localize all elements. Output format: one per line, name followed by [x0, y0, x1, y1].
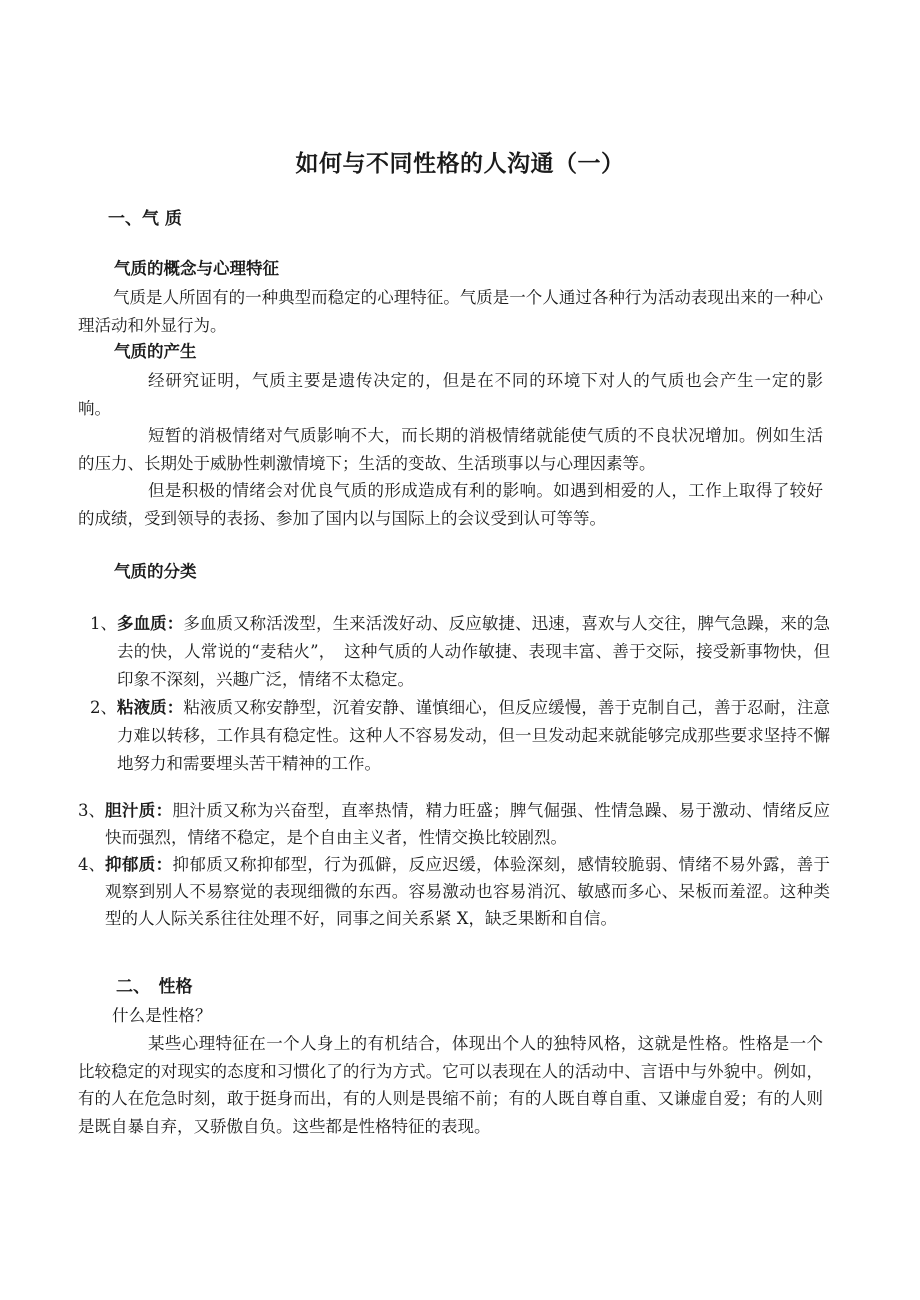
list-item-colon: ：	[166, 614, 184, 633]
paragraph-concept-1	[78, 284, 823, 339]
list-item-text: 粘液质又称安静型，沉着安静、谨慎细心，但反应缓慢，善于克制自己，善于忍耐，注意力难以转移，工作具有稳定性。这种人不容易发动，但一旦发动起来就能够完成那些要求坚持不懈地努力和需要埋头苦干精神的工作。	[117, 698, 831, 773]
list-item-number: 4、	[78, 855, 105, 874]
paragraph-origin-1	[78, 367, 823, 422]
list-item-number: 2、	[90, 698, 117, 717]
list-item-term: 多血质	[117, 614, 167, 633]
subheading-origin: 气质的产生	[114, 342, 197, 361]
list-item-text: 抑郁质又称抑郁型，行为孤僻，反应迟缓，体验深刻，感情较脆弱、情绪不易外露，善于观察到别人不易察觉的表现细微的东西。容易激动也容易消沉、敏感而多心、呆板而羞涩。这种类型的人人际关系往往处理不好，同事之间关系紧 X，缺乏果断和自信。	[105, 855, 831, 928]
paragraph-text: 但是积极的情绪会对优良气质的形成造成有利的影响。如遇到相爱的人，工作上取得了较好的成绩，受到领导的表扬、参加了国内以与国际上的会议受到认可等等。	[78, 481, 823, 528]
list-item-number: 1、	[90, 614, 117, 633]
list-item-body	[105, 851, 830, 932]
subheading-concept: 气质的概念与心理特征	[114, 259, 279, 278]
section-heading-xingge: 二、 性格	[116, 977, 193, 997]
list-item-number: 3、	[78, 801, 105, 820]
question-what-is-personality: 什么是性格？	[112, 1006, 212, 1025]
list-item-body	[105, 797, 830, 851]
paragraph-personality-1	[78, 1030, 823, 1140]
list-item-colon: ：	[155, 855, 173, 874]
list-item	[78, 797, 830, 851]
paragraph-text: 短暂的消极情绪对气质影响不大，而长期的消极情绪就能使气质的不良状况增加。例如生活的压力、长期处于威胁性刺激情境下；生活的变故、生活琐事以与心理因素等。	[78, 426, 823, 473]
paragraph-text: 气质是人所固有的一种典型而稳定的心理特征。气质是一个人通过各种行为活动表现出来的一种心理活动和外显行为。	[78, 288, 823, 335]
paragraph-origin-2	[78, 422, 823, 477]
list-item-text: 胆汁质又称为兴奋型，直率热情，精力旺盛；脾气倔强、性情急躁、易于激动、情绪反应快而强烈，情绪不稳定，是个自由主义者，性情交换比较剧烈。	[105, 801, 831, 847]
list-item-body	[117, 694, 830, 778]
list-item-body	[117, 610, 830, 694]
subheading-classification: 气质的分类	[114, 562, 197, 581]
list-item-text: 多血质又称活泼型，生来活泼好动、反应敏捷、迅速，喜欢与人交往，脾气急躁，来的急去的快，人常说的“麦秸火”， 这种气质的人动作敏捷、表现丰富、善于交际，接受新事物快，但印象不深刻，兴趣广泛，情绪不太稳定。	[117, 614, 831, 689]
paragraph-text: 经研究证明，气质主要是遗传决定的，但是在不同的环境下对人的气质也会产生一定的影响。	[78, 371, 823, 418]
list-item	[90, 694, 830, 778]
list-item	[78, 851, 830, 932]
list-item-term: 抑郁质	[105, 855, 156, 874]
list-item-term: 胆汁质	[105, 801, 156, 820]
section-heading-qizhi: 一、气 质	[108, 209, 182, 229]
paragraph-text: 某些心理特征在一个人身上的有机结合，体现出个人的独特风格，这就是性格。性格是一个比较稳定的对现实的态度和习惯化了的行为方式。它可以表现在人的活动中、言语中与外貌中。例如，有的人在危急时刻，敢于挺身而出，有的人则是畏缩不前；有的人既自尊自重、又谦虚自爱；有的人则是既自暴自弃，又骄傲自负。这些都是性格特征的表现。	[78, 1034, 823, 1136]
list-item	[90, 610, 830, 694]
paragraph-origin-3	[78, 477, 823, 532]
page-title: 如何与不同性格的人沟通（一）	[295, 150, 625, 178]
list-item-colon: ：	[166, 698, 184, 717]
list-item-term: 粘液质	[117, 698, 167, 717]
list-item-colon: ：	[155, 801, 173, 820]
